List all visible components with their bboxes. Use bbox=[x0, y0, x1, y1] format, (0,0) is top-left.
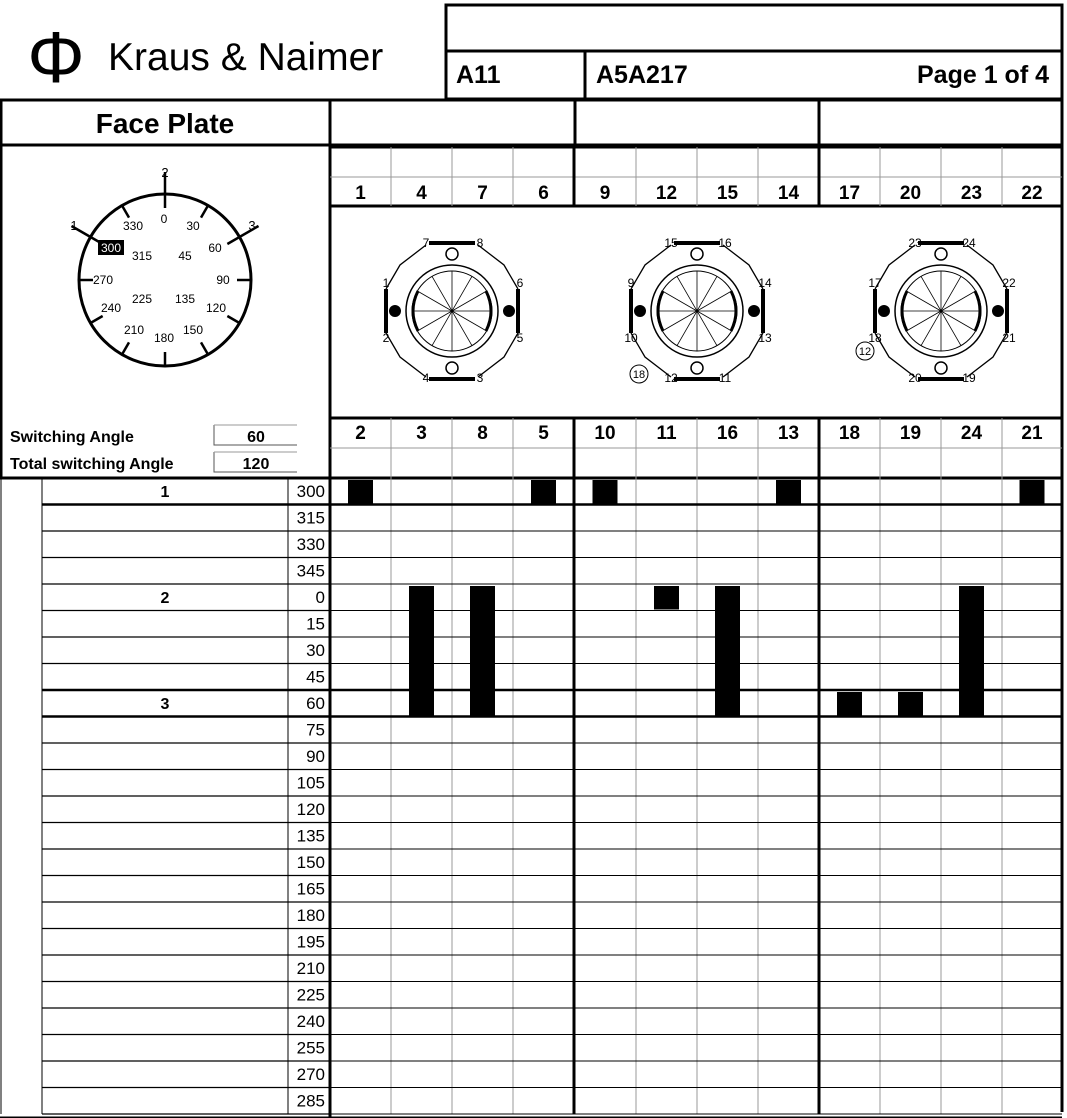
diagram-contact-bar bbox=[761, 289, 765, 333]
diagram-terminal-label: 1 bbox=[382, 276, 390, 290]
face-plate-dial bbox=[70, 165, 258, 366]
switching-angle-label: Switching Angle bbox=[10, 429, 134, 446]
diagram-wire bbox=[631, 245, 671, 289]
closed-contact-bar bbox=[837, 692, 862, 716]
contact-bottom-number: 19 bbox=[899, 423, 922, 444]
dial-position-2: 2 bbox=[161, 165, 169, 180]
diagram-terminal-label: 23 bbox=[908, 236, 922, 250]
contact-top-number: 12 bbox=[655, 183, 678, 204]
contact-top-number: 22 bbox=[1021, 183, 1043, 204]
diagram-contact-bar bbox=[384, 289, 388, 333]
closed-contact-bar bbox=[959, 586, 984, 716]
closed-contact-bar bbox=[1020, 480, 1045, 504]
contact-bottom-number: 18 bbox=[838, 423, 861, 444]
diagram-circled-number: 18 bbox=[632, 369, 646, 381]
contact-bottom-number: 10 bbox=[594, 423, 616, 444]
position-angle: 195 bbox=[296, 932, 325, 952]
diagram-terminal-label: 19 bbox=[962, 371, 976, 385]
contact-top-number: 20 bbox=[899, 183, 922, 204]
contact-top-number: 4 bbox=[416, 183, 427, 204]
diagram-terminal-label: 17 bbox=[868, 276, 882, 290]
contact-top-number: 17 bbox=[838, 183, 861, 204]
dial-angle-30: 30 bbox=[186, 219, 200, 233]
diagram-wire bbox=[723, 245, 763, 289]
dial-angle-315: 315 bbox=[131, 249, 153, 263]
contact-bottom-number: 24 bbox=[960, 423, 983, 444]
diagram-contact-bar bbox=[918, 241, 964, 245]
page-indicator: Page 1 of 4 bbox=[917, 61, 1049, 89]
diagram-terminal-label: 4 bbox=[422, 371, 430, 385]
position-angle: 45 bbox=[306, 667, 325, 687]
diagram-terminal-label: 18 bbox=[868, 331, 882, 345]
closed-contact-bar bbox=[715, 586, 740, 716]
position-angle: 150 bbox=[296, 853, 325, 872]
diagram-terminal-label: 2 bbox=[382, 331, 390, 345]
diagram-terminal-label: 14 bbox=[758, 276, 772, 290]
drawing-number: A5A217 bbox=[596, 61, 688, 89]
contact-bottom-number: 3 bbox=[416, 423, 427, 444]
position-angle: 210 bbox=[296, 959, 325, 978]
diagram-wire bbox=[386, 245, 426, 289]
diagram-terminal-label: 9 bbox=[627, 276, 635, 290]
switching-program-table bbox=[0, 478, 1062, 1118]
position-angle: 165 bbox=[296, 879, 325, 899]
diagram-terminal-label: 21 bbox=[1002, 331, 1016, 345]
dial-angle-225: 225 bbox=[131, 292, 153, 306]
diagram-contact-bar bbox=[918, 377, 964, 381]
dial-angle-135: 135 bbox=[174, 292, 196, 306]
title-block bbox=[0, 5, 1062, 1112]
position-angle: 15 bbox=[306, 614, 325, 634]
dial-angle-90: 90 bbox=[216, 273, 230, 287]
position-angle: 240 bbox=[296, 1012, 325, 1031]
closed-contact-bar bbox=[593, 480, 618, 504]
closed-contact-bar bbox=[898, 692, 923, 716]
contact-bottom-number: 13 bbox=[777, 423, 800, 444]
position-angle: 345 bbox=[296, 561, 325, 581]
diagram-terminal-label: 11 bbox=[718, 371, 732, 385]
diagram-contact-bar bbox=[429, 241, 475, 245]
diagram-wire bbox=[967, 245, 1007, 289]
closed-contact-bar bbox=[409, 586, 434, 716]
dial-angle-180: 180 bbox=[153, 331, 175, 345]
diagram-terminal bbox=[992, 305, 1004, 317]
position-angle: 75 bbox=[306, 720, 325, 740]
total-switching-angle-value: 120 bbox=[242, 456, 270, 473]
contact-top-number: 9 bbox=[599, 183, 611, 204]
closed-contact-bar bbox=[776, 480, 801, 504]
contact-diagrams bbox=[383, 236, 1016, 385]
diagram-terminal bbox=[446, 248, 458, 260]
position-angle: 0 bbox=[315, 588, 325, 607]
dial-angle-300: 300 bbox=[100, 241, 122, 255]
diagram-terminal bbox=[935, 248, 947, 260]
dial-position-3: 3 bbox=[248, 218, 256, 233]
closed-contact-bar bbox=[654, 586, 679, 610]
diagram-terminal-label: 3 bbox=[476, 371, 484, 385]
diagram-wire bbox=[386, 333, 426, 377]
diagram-wire bbox=[478, 333, 518, 377]
company-logo bbox=[27, 18, 383, 98]
diagram-terminal-label: 8 bbox=[476, 236, 484, 250]
position-angle: 135 bbox=[296, 826, 325, 846]
diagram-terminal bbox=[935, 362, 947, 374]
dial-tick bbox=[91, 316, 103, 323]
position-number: 3 bbox=[160, 696, 170, 713]
dial-angle-240: 240 bbox=[100, 301, 122, 315]
dial-position-1: 1 bbox=[70, 218, 78, 233]
position-angle: 180 bbox=[296, 906, 325, 925]
position-angle: 225 bbox=[296, 985, 325, 1005]
closed-contact-bar bbox=[470, 586, 495, 716]
contact-diagram bbox=[383, 236, 524, 385]
contact-top-number: 14 bbox=[777, 183, 800, 204]
position-angle: 285 bbox=[296, 1091, 325, 1111]
diagram-terminal-label: 12 bbox=[664, 371, 678, 385]
closed-contact-bar bbox=[348, 480, 373, 504]
position-number: 1 bbox=[160, 484, 170, 501]
dial-angle-120: 120 bbox=[205, 301, 227, 315]
diagram-terminal-label: 15 bbox=[664, 236, 678, 250]
diagram-terminal bbox=[691, 362, 703, 374]
diagram-terminal-label: 16 bbox=[718, 236, 732, 250]
diagram-terminal-label: 20 bbox=[908, 371, 922, 385]
switching-angle-value: 60 bbox=[247, 429, 265, 446]
dial-tick bbox=[122, 342, 129, 354]
diagram-terminal bbox=[878, 305, 890, 317]
diagram-terminal-label: 7 bbox=[422, 236, 430, 250]
position-angle: 270 bbox=[296, 1065, 325, 1084]
contact-bottom-number: 8 bbox=[477, 423, 488, 444]
diagram-contact-bar bbox=[429, 377, 475, 381]
position-angle: 315 bbox=[296, 508, 325, 528]
diagram-contact-bar bbox=[516, 289, 520, 333]
diagram-contact-bar bbox=[629, 289, 633, 333]
position-angle: 330 bbox=[296, 535, 325, 554]
position-number: 2 bbox=[160, 590, 170, 607]
diagram-terminal-label: 5 bbox=[516, 331, 524, 345]
company-name: Kraus & Naimer bbox=[108, 36, 384, 79]
diagram-contact-bar bbox=[1005, 289, 1009, 333]
position-angle: 300 bbox=[296, 482, 325, 501]
contact-top-number: 23 bbox=[960, 183, 983, 204]
position-angle: 60 bbox=[306, 694, 325, 713]
dial-angle-270: 270 bbox=[92, 273, 114, 287]
dial-angle-150: 150 bbox=[182, 323, 204, 337]
logo-phi-symbol: Φ bbox=[27, 18, 85, 98]
position-angle: 90 bbox=[306, 747, 325, 766]
diagram-terminal-label: 6 bbox=[516, 276, 524, 290]
dial-tick bbox=[227, 316, 239, 323]
dial-tick bbox=[201, 342, 208, 354]
diagram-terminal bbox=[503, 305, 515, 317]
contact-bottom-number: 11 bbox=[656, 423, 677, 444]
switching-angle-block bbox=[10, 425, 297, 473]
face-plate-title: Face Plate bbox=[95, 108, 235, 139]
series-code: A11 bbox=[456, 61, 501, 89]
contact-top-number: 15 bbox=[716, 183, 739, 204]
diagram-circled-number: 12 bbox=[858, 346, 872, 358]
position-angle: 120 bbox=[296, 800, 325, 819]
contact-diagram bbox=[624, 236, 772, 385]
dial-angle-330: 330 bbox=[122, 219, 144, 233]
diagram-terminal-label: 10 bbox=[624, 331, 638, 345]
dial-angle-60: 60 bbox=[208, 241, 222, 255]
contact-bottom-number: 21 bbox=[1021, 423, 1043, 444]
diagram-contact-bar bbox=[873, 289, 877, 333]
diagram-terminal-label: 24 bbox=[962, 236, 976, 250]
dial-tick bbox=[122, 206, 129, 218]
contact-bottom-number: 2 bbox=[355, 423, 366, 444]
diagram-terminal-label: 13 bbox=[758, 331, 772, 345]
closed-contact-bar bbox=[531, 480, 556, 504]
contact-top-number: 6 bbox=[538, 183, 549, 204]
contact-diagram bbox=[856, 236, 1016, 385]
contact-bottom-number: 16 bbox=[716, 423, 739, 444]
dial-tick bbox=[201, 206, 208, 218]
diagram-terminal bbox=[691, 248, 703, 260]
diagram-terminal-label: 22 bbox=[1002, 276, 1016, 290]
diagram-wire bbox=[478, 245, 518, 289]
diagram-contact-bar bbox=[674, 377, 720, 381]
diagram-contact-bar bbox=[674, 241, 720, 245]
contact-top-number: 1 bbox=[355, 183, 366, 204]
diagram-terminal bbox=[634, 305, 646, 317]
diagram-terminal bbox=[748, 305, 760, 317]
contact-top-number: 7 bbox=[477, 183, 488, 204]
position-angle: 255 bbox=[296, 1038, 325, 1058]
dial-angle-45: 45 bbox=[178, 249, 192, 263]
position-angle: 105 bbox=[296, 773, 325, 793]
contact-bottom-number: 5 bbox=[538, 423, 549, 444]
dial-angle-0: 0 bbox=[160, 212, 168, 226]
diagram-terminal bbox=[389, 305, 401, 317]
total-switching-angle-label: Total switching Angle bbox=[10, 456, 174, 473]
dial-angle-210: 210 bbox=[123, 323, 145, 337]
diagram-terminal bbox=[446, 362, 458, 374]
position-angle: 30 bbox=[306, 641, 325, 660]
